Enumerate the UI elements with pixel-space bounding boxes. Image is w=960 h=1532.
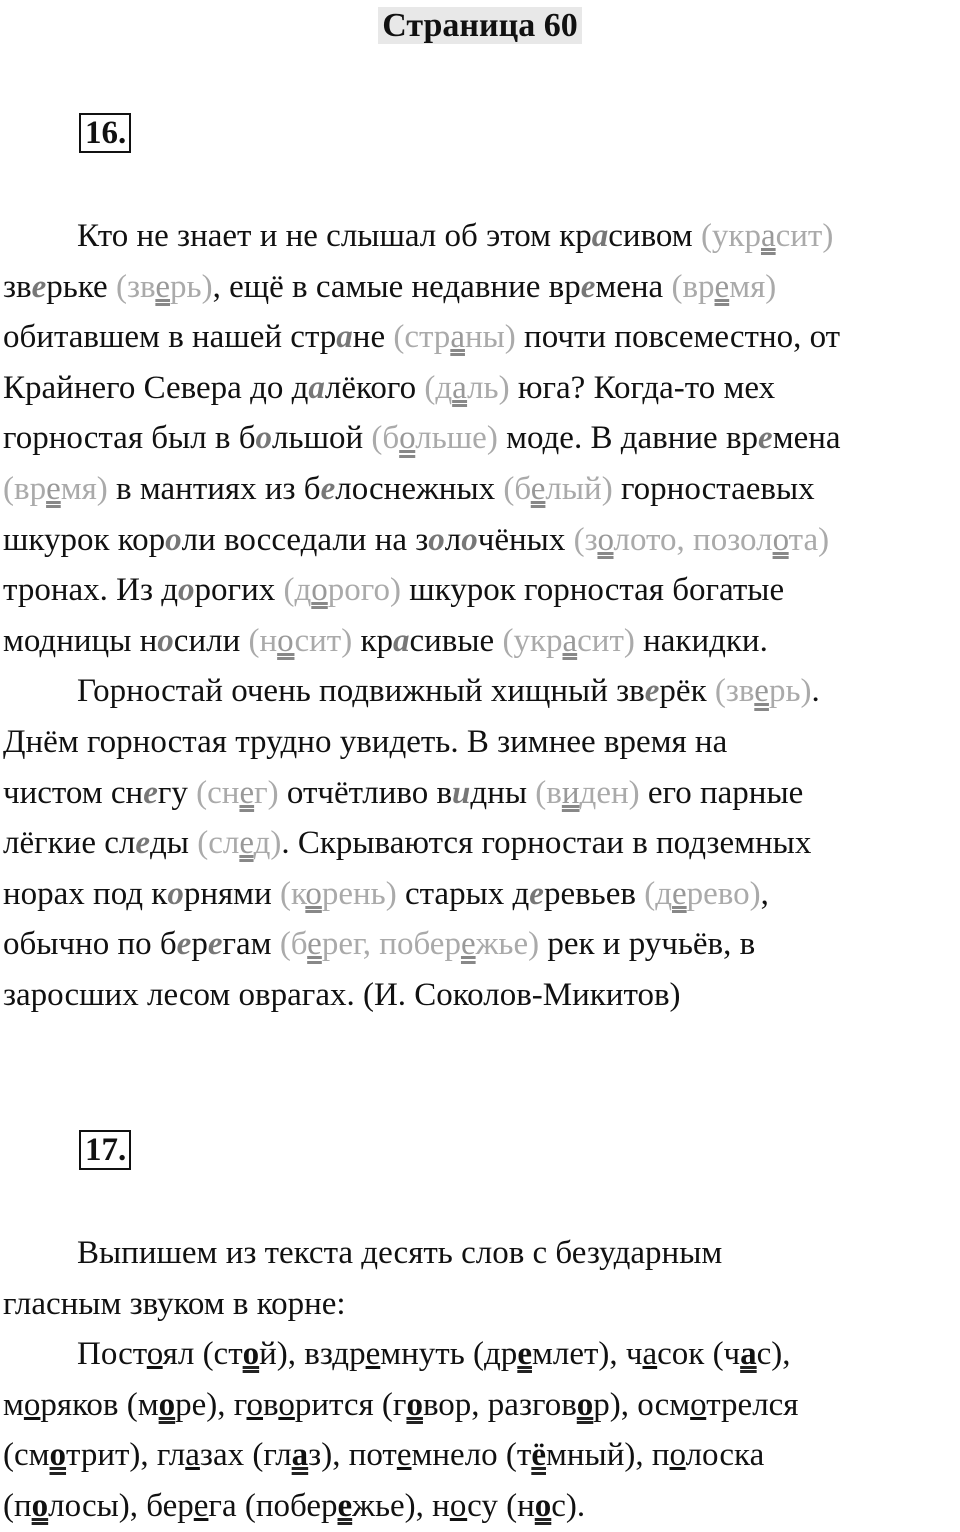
text-line: чистом снегу (снег) отчётливо видны (виден) его парные xyxy=(3,774,804,811)
text-line: (время) в мантиях из белоснежных (белый) горностаевых xyxy=(3,470,815,507)
text-line: (смотрит), глазах (глаз), потемнело (тёмный), полоска xyxy=(3,1437,765,1474)
task-number-dot: . xyxy=(118,115,127,151)
text-line: моряков (море), говорится (говор, разговор), осмотрелся xyxy=(3,1386,799,1423)
text-line: обитавшем в нашей стране (страны) почти повсеместно, от xyxy=(3,319,841,356)
text-line: гласным звуком в корне: xyxy=(3,1285,346,1322)
text-line: Выпишем из текста десять слов с безударным xyxy=(77,1235,723,1271)
text-line: горностая был в большой (больше) моде. В давние времена xyxy=(3,420,841,457)
text-line: норах под корнями (корень) старых деревьев (дерево), xyxy=(3,875,769,912)
task-number-16 xyxy=(79,114,131,152)
text-line: обычно по берегам (берег, побережье) рек и ручьёв, в xyxy=(3,926,756,963)
task-number-17 xyxy=(79,1131,131,1169)
page-title-text: Страница 60 xyxy=(378,7,581,44)
task17-text xyxy=(3,1228,960,1532)
text-line: заросших лесом оврагах. (И. Соколов-Микитов) xyxy=(3,976,681,1013)
task-number-dot: . xyxy=(118,1132,127,1168)
task-number-label: 17 xyxy=(85,1132,118,1168)
text-line: модницы носили (носит) красивые (украсит) накидки. xyxy=(3,622,768,659)
text-line: Постоял (стой), вздремнуть (дремлет), часок (час), xyxy=(77,1336,791,1373)
text-line: зверьке (зверь), ещё в самые недавние времена (время) xyxy=(3,268,777,305)
text-line: Горностай очень подвижный хищный зверёк (зверь). xyxy=(77,673,820,710)
text-line: Кто не знает и не слышал об этом красивом (украсит) xyxy=(77,218,834,254)
text-line: лёгкие следы (след). Скрываются горностаи в подземных xyxy=(3,825,812,862)
text-line: Днём горностая трудно увидеть. В зимнее время на xyxy=(3,723,728,760)
text-line: шкурок короли восседали на золочёных (золото, позолота) xyxy=(3,521,830,558)
text-line: Крайнего Севера до далёкого (даль) юга? Когда-то мех xyxy=(3,369,776,406)
text-line: тронах. Из дорогих (дорого) шкурок горностая богатые xyxy=(3,572,785,609)
task16-text xyxy=(3,211,960,1021)
page-title xyxy=(0,4,960,48)
text-line: (полосы), берега (побережье), носу (нос). xyxy=(3,1487,586,1524)
task-number-label: 16 xyxy=(85,115,118,151)
